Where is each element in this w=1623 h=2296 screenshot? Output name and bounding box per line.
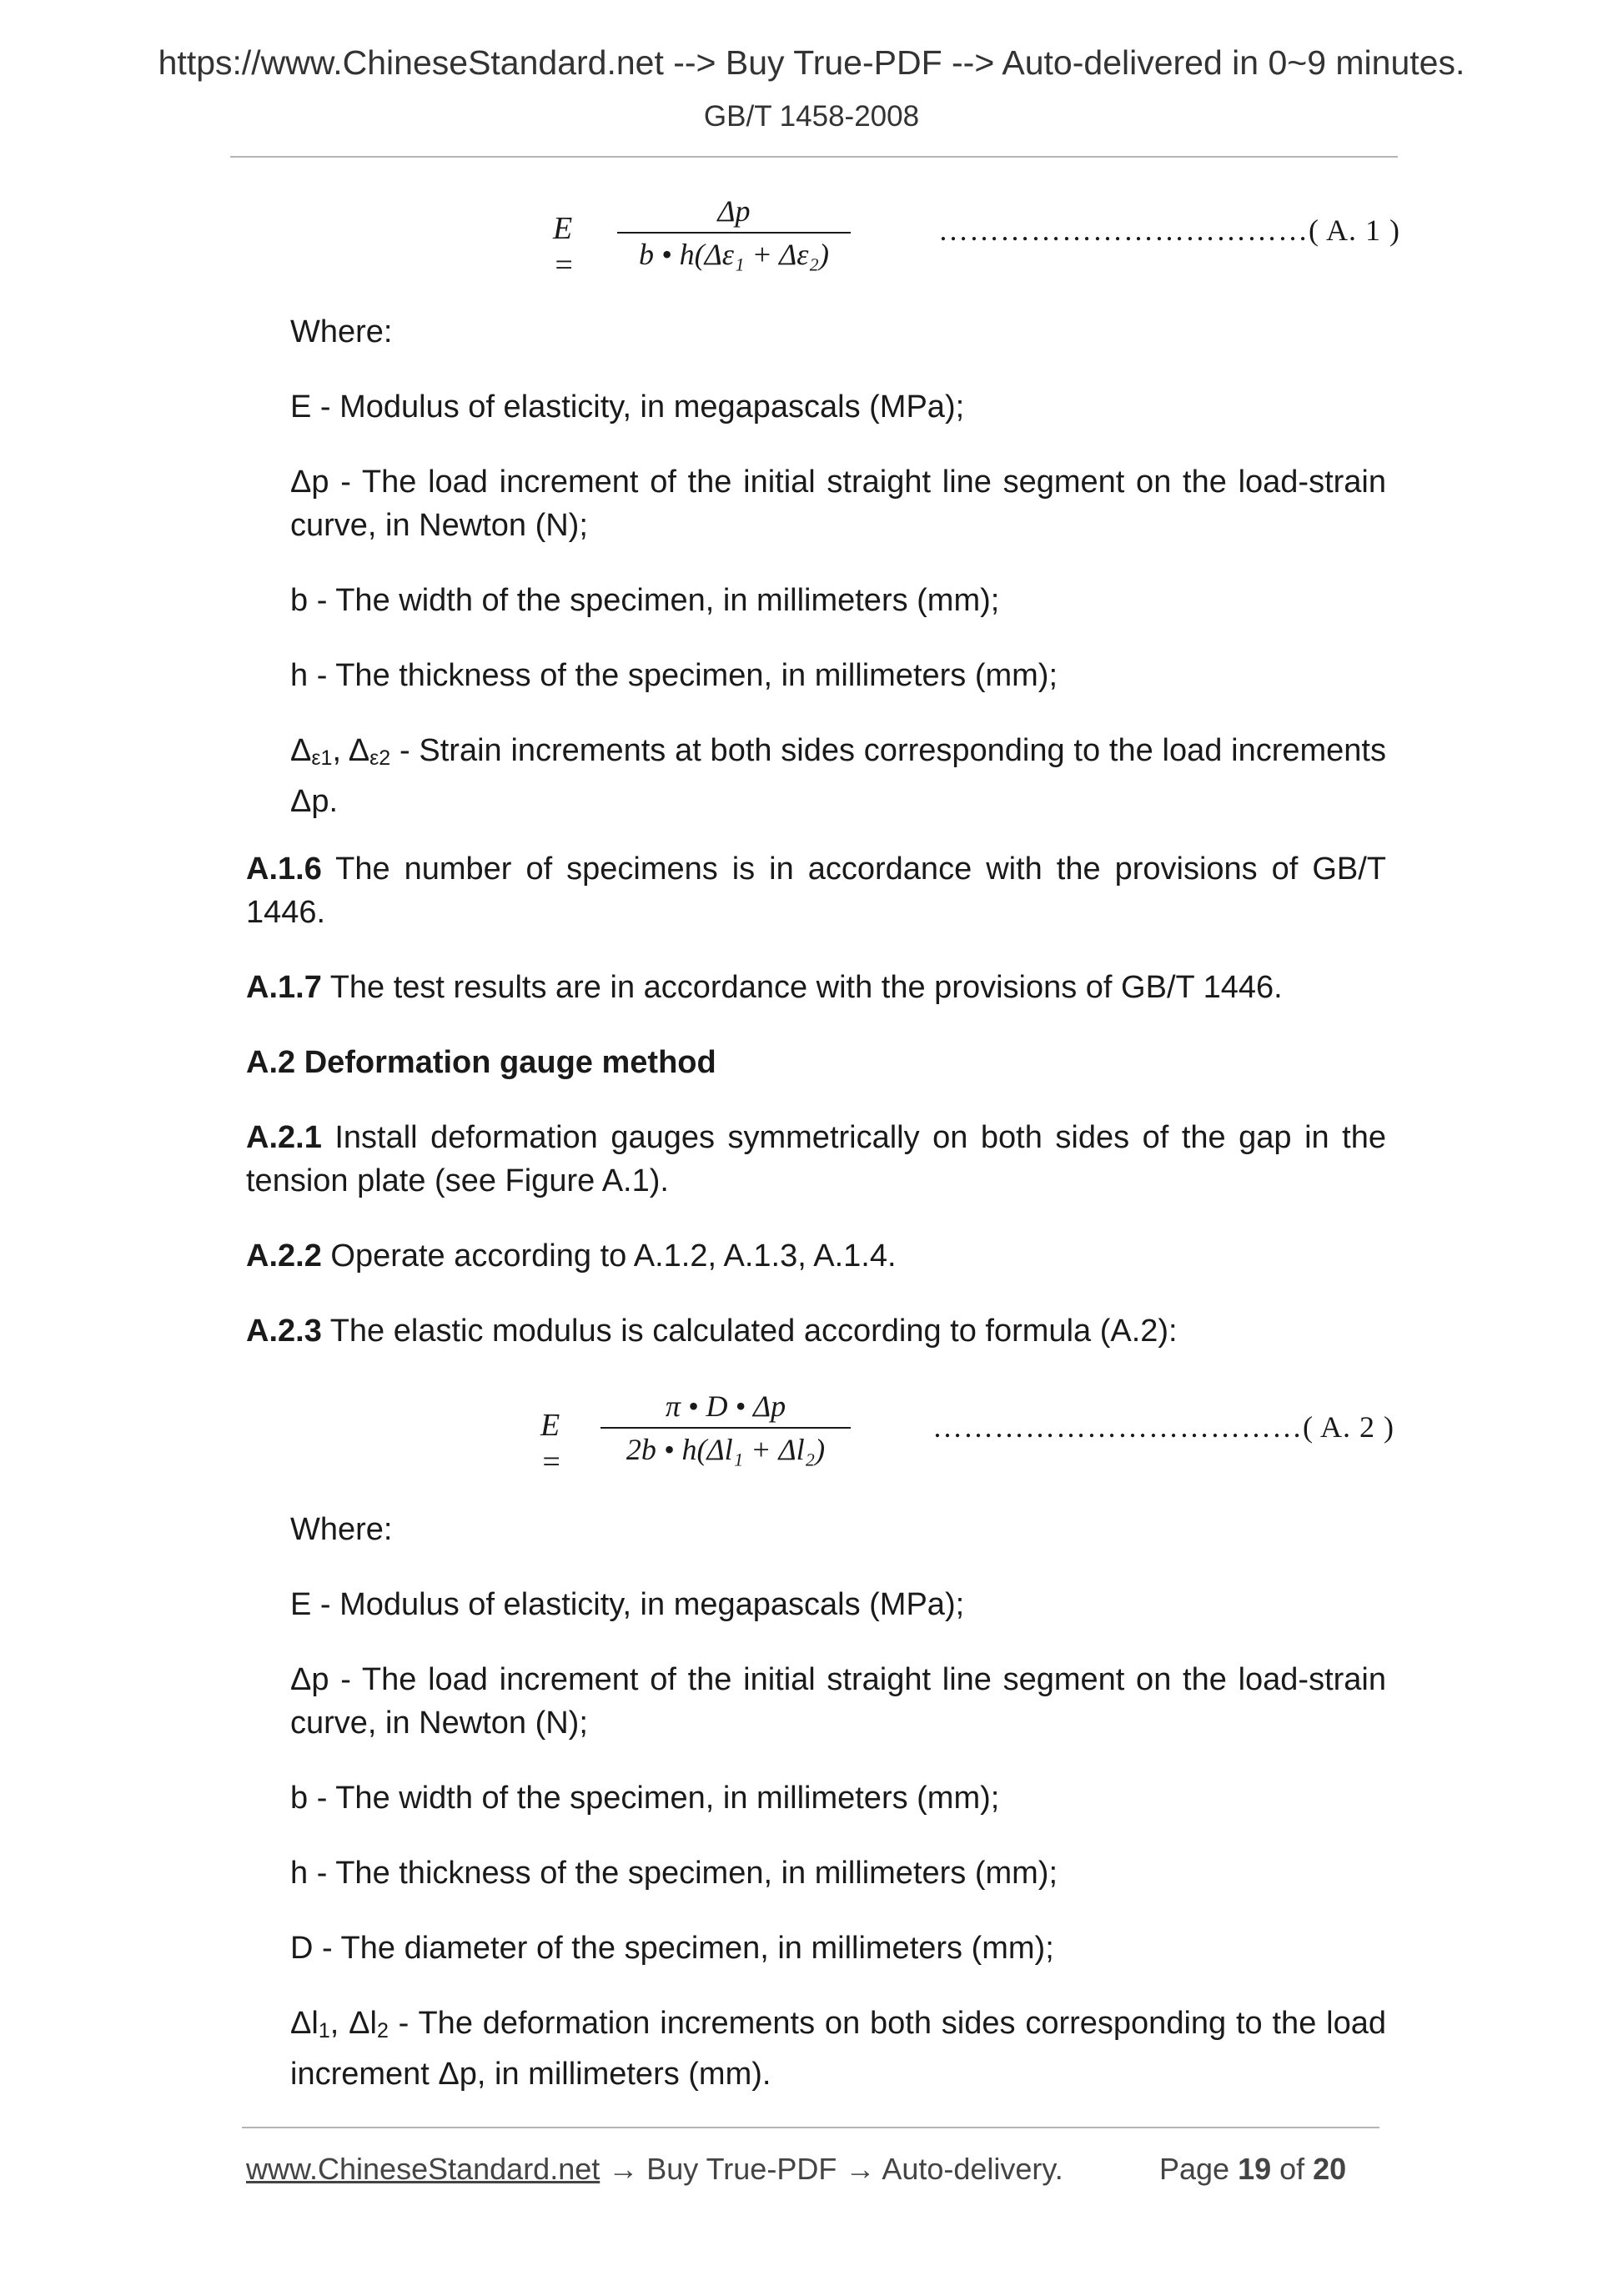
definition-dp-1: Δp - The load increment of the initial straight line segment on the load-strain curve, in Newton (N);: [290, 465, 1386, 543]
definition-b-2: b - The width of the specimen, in millimeters (mm);: [290, 1781, 1000, 1816]
header-divider: [230, 156, 1398, 158]
definition-d: D - The diameter of the specimen, in millimeters (mm);: [290, 1931, 1054, 1966]
definition-deformation-increments: $\Delta l_1$, $\Delta l_2$ - The deformation increments on both sides corresponding to the load increment Δp, in millimeters (mm).: [290, 2006, 1386, 2092]
definition-strain-increments: $\Delta_{\varepsilon 1}$, $\Delta_{\varepsilon 2}$ - Strain increments at both sides corresponding to the load increments Δp.: [290, 733, 1386, 819]
total-pages: 20: [1313, 2152, 1347, 2186]
formula-a1-numerator: Δp: [717, 194, 751, 228]
definition-h-2: h - The thickness of the specimen, in millimeters (mm);: [290, 1856, 1058, 1891]
formula-a1-fraction: [617, 193, 851, 272]
definition-e-2: E - Modulus of elasticity, in megapascals (MPa);: [290, 1587, 965, 1622]
footer-site-link[interactable]: www.ChineseStandard.net: [246, 2152, 600, 2186]
formula-a2-denominator: 2b • h(Δl₁ + Δl₂): [626, 1433, 826, 1466]
formula-a2-numerator: π • D • Δp: [665, 1389, 786, 1423]
footer-promo: www.ChineseStandard.net → Buy True-PDF → Auto-delivery.: [246, 2152, 1063, 2186]
where-label-2: Where:: [290, 1512, 393, 1547]
formula-a2-lhs: E =: [540, 1408, 562, 1480]
definition-h-1: h - The thickness of the specimen, in millimeters (mm);: [290, 658, 1058, 693]
footer-divider: [242, 2127, 1379, 2128]
clause-a23: A.2.3 The elastic modulus is calculated according to formula (A.2):: [246, 1314, 1178, 1349]
clause-a21: A.2.1 Install deformation gauges symmetrically on both sides of the gap in the tension plate (see Figure A.1).: [246, 1120, 1386, 1198]
formula-a1-lhs: E =: [553, 211, 575, 283]
definition-b-1: b - The width of the specimen, in millimeters (mm);: [290, 583, 1000, 618]
clause-a17: A.1.7 The test results are in accordance with the provisions of GB/T 1446.: [246, 970, 1283, 1005]
clause-a16: A.1.6 The number of specimens is in accordance with the provisions of GB/T 1446.: [246, 852, 1386, 930]
formula-a1-denominator: b • h(Δε₁ + Δε₂): [639, 238, 829, 271]
formula-a2-fraction-bar: [600, 1427, 851, 1429]
clause-a22: A.2.2 Operate according to A.1.2, A.1.3, A.1.4.: [246, 1238, 897, 1274]
formula-a2-fraction: [600, 1389, 851, 1467]
formula-a1-number: ………………………………( A. 1 ): [938, 214, 1400, 247]
current-page: 19: [1238, 2152, 1272, 2186]
definition-e-1: E - Modulus of elasticity, in megapascals (MPa);: [290, 389, 965, 425]
formula-a1-fraction-bar: [617, 232, 851, 234]
section-heading-a2: A.2 Deformation gauge method: [246, 1045, 716, 1080]
definition-dp-2: Δp - The load increment of the initial straight line segment on the load-strain curve, in Newton (N);: [290, 1662, 1386, 1741]
source-banner: https://www.ChineseStandard.net --> Buy True-PDF --> Auto-delivered in 0~9 minutes.: [158, 43, 1465, 82]
where-label-1: Where:: [290, 314, 393, 349]
formula-a2-number: ………………………………( A. 2 ): [932, 1410, 1394, 1444]
document-code: GB/T 1458-2008: [703, 100, 920, 133]
page-indicator: Page 19 of 20: [1159, 2152, 1347, 2186]
